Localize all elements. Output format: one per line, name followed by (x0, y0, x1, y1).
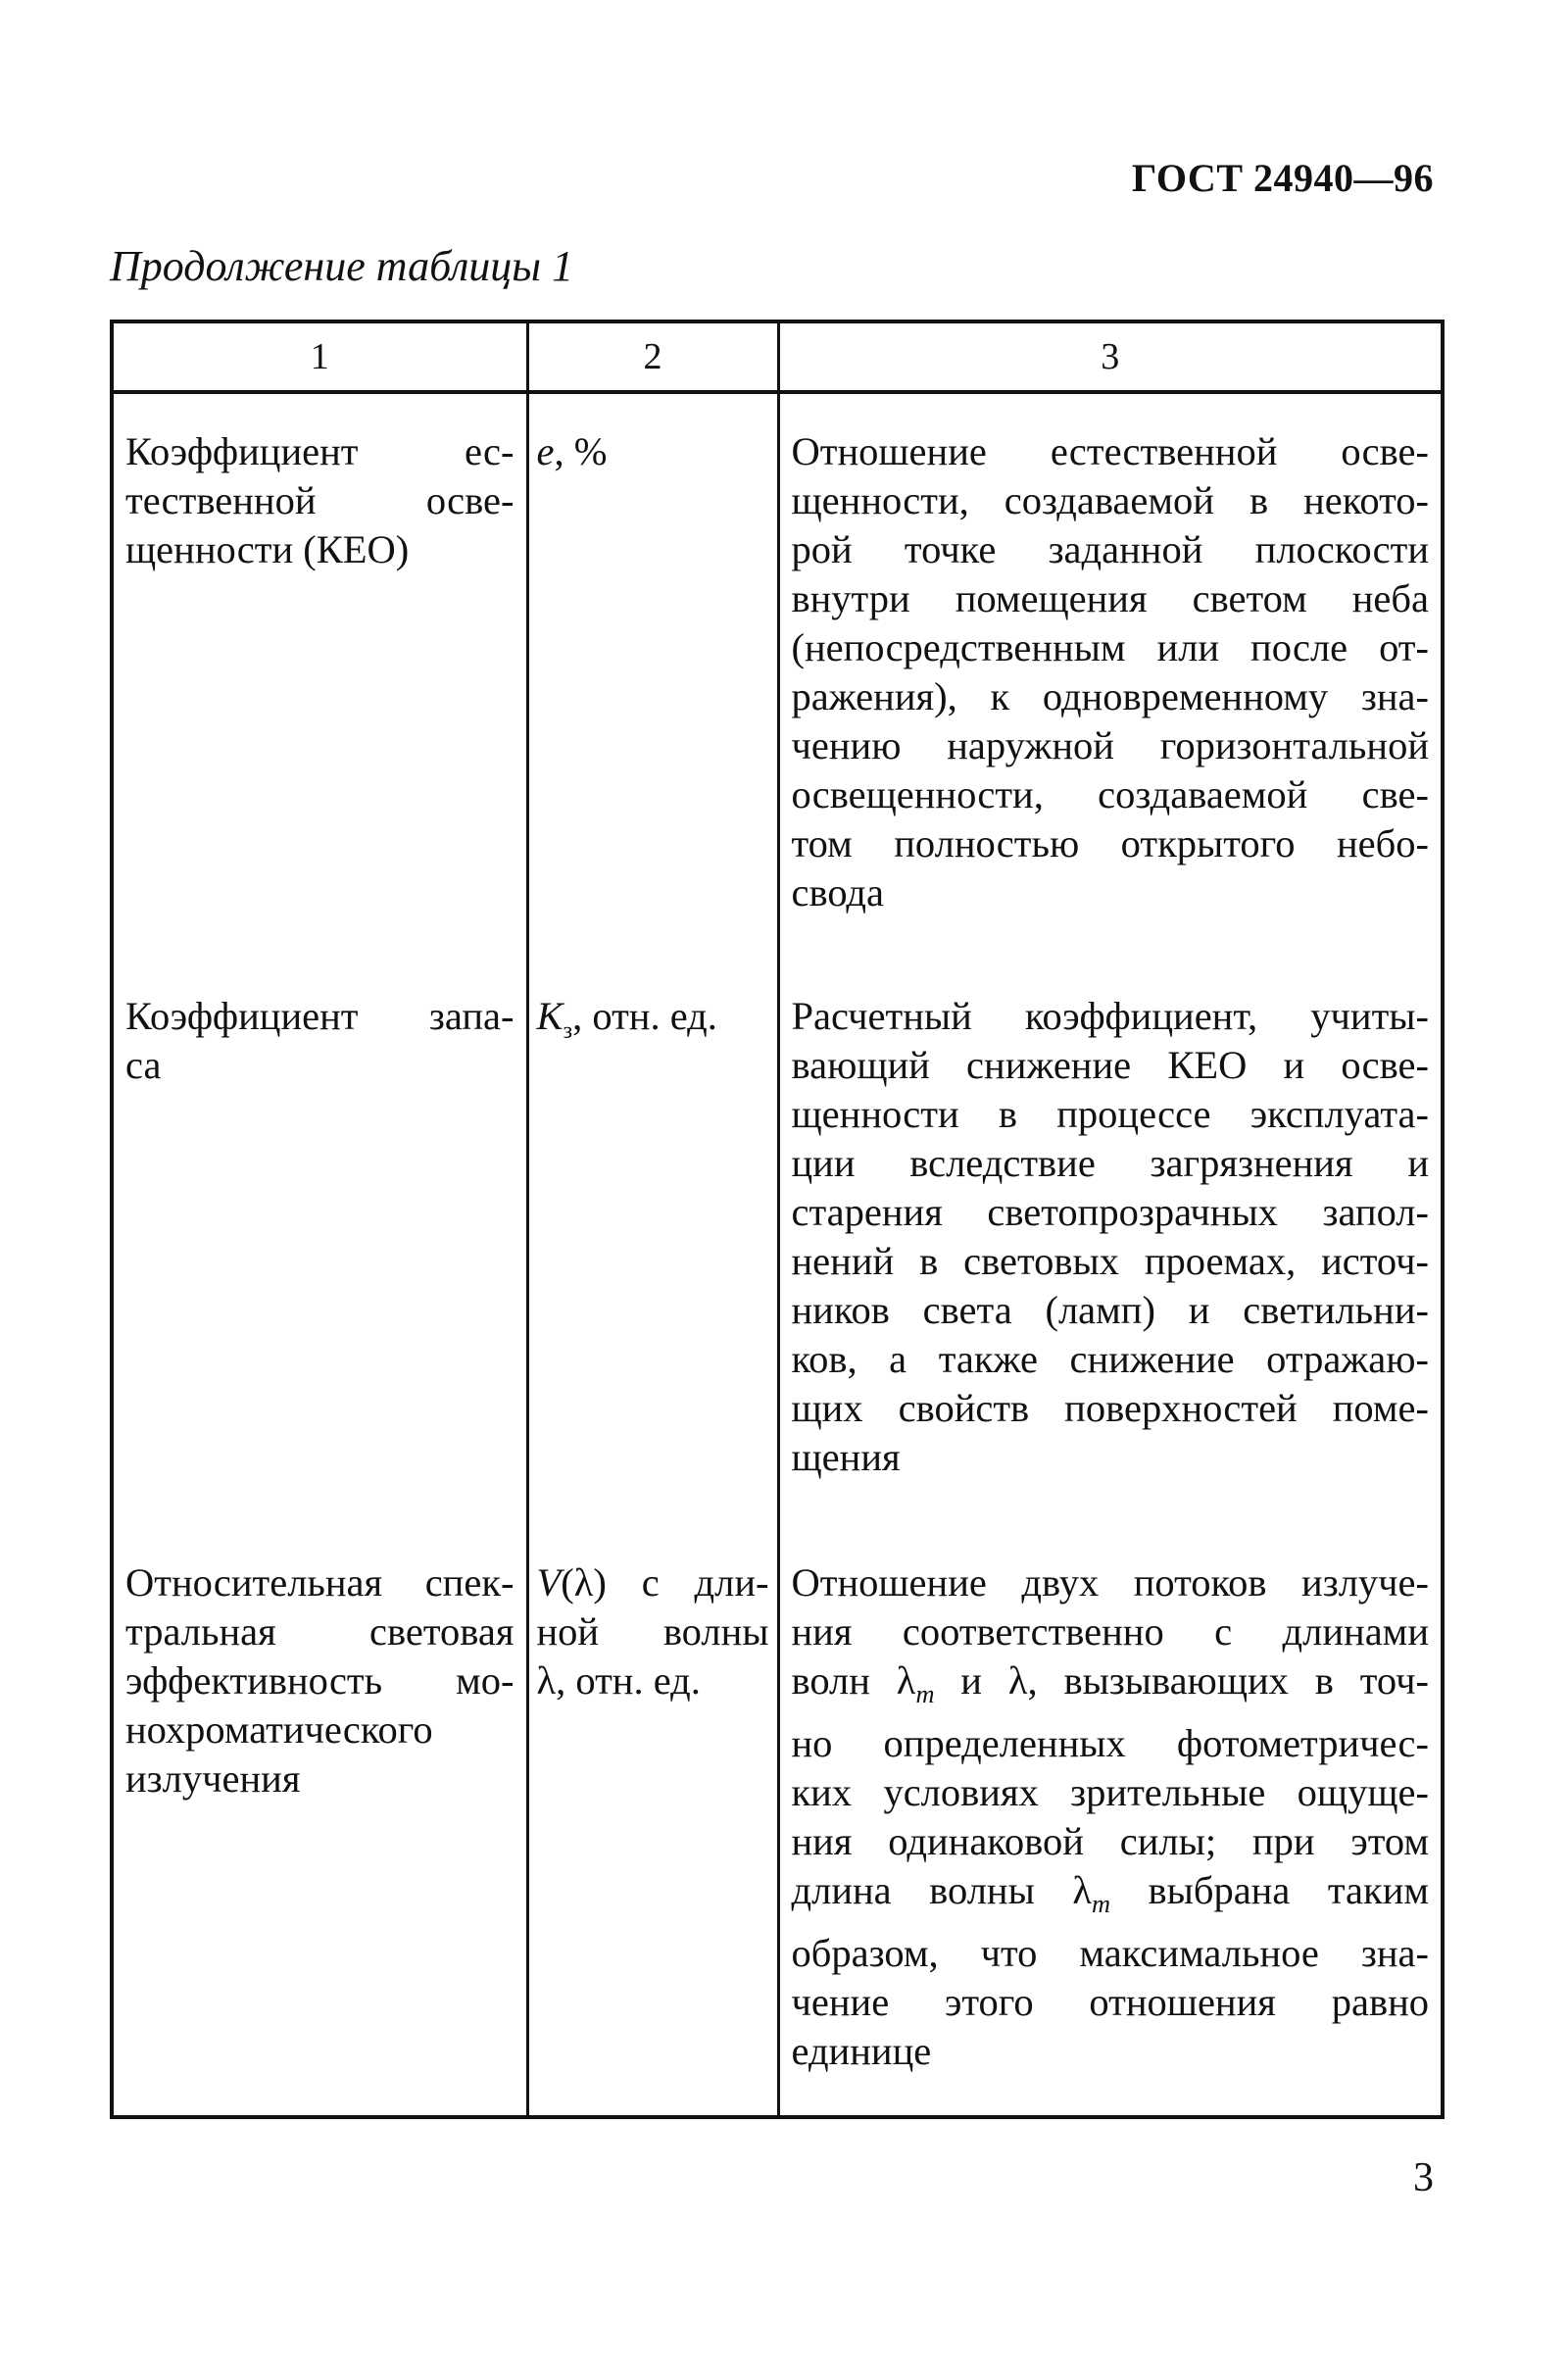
symbol-text: V(λ) с дли- ной волны λ, отн. ед. (536, 1560, 769, 1703)
column-header-3: 3 (778, 321, 1443, 392)
table-row (112, 392, 1443, 963)
table-row (112, 1529, 1443, 2117)
definition-text: Расчетный коэффициент, учиты- вающий снижение КЕО и осве- щенности в процессе эксплуата- ции вследствие загрязнения и старения светопрозрачных запол- нений в световых проемах, источ- ников света (ламп) и светильни- ков, а также снижение отражаю- щих свойств поверхностей поме- щения (791, 994, 1429, 1479)
page-number: 3 (1413, 2155, 1434, 2200)
term-cell (112, 392, 527, 963)
column-header-2: 2 (527, 321, 778, 392)
symbol-text: e, % (536, 429, 608, 473)
symbol-text: $K_з$, отн. ед. (536, 994, 717, 1045)
document-code: ГОСТ 24940—96 (1131, 156, 1434, 200)
definition-text: Отношение двух потоков излуче- ния соответственно с длинами волн $\lambda_m$ и λ, вызывающих в точ- но определенных фотометричес- ких условиях зрительные ощуще- ния одинаковой силы; при этом длина волны $\lambda_m$ выбрана таким образом, что максимальное зна- чение этого отношения равно единице (791, 1560, 1430, 2074)
table-header-row (112, 321, 1443, 392)
term-cell (112, 1529, 527, 2117)
terms-table (110, 320, 1445, 2119)
term-text: Коэффициент ес- тественной осве- щенности (КЕО) (125, 429, 514, 571)
symbol-cell (527, 392, 778, 963)
symbol-cell (527, 1529, 778, 2117)
term-text: Коэффициент запа- са (125, 994, 514, 1087)
table-row (112, 963, 1443, 1529)
definition-cell (778, 1529, 1443, 2117)
definition-cell (778, 963, 1443, 1529)
table-caption: Продолжение таблицы 1 (110, 242, 574, 290)
symbol-cell (527, 963, 778, 1529)
column-header-1: 1 (112, 321, 527, 392)
definition-text: Отношение естественной осве- щенности, создаваемой в некото- рой точке заданной плоскости внутри помещения светом неба (непосредственным или после от- ражения), к одновременному зна- чению наружной горизонтальной освещенности, создаваемой све- том полностью открытого небо- свода (791, 429, 1429, 914)
definition-cell (778, 392, 1443, 963)
term-text: Относительная спек- тральная световая эффективность мо- нохроматического излучения (125, 1560, 514, 1801)
term-cell (112, 963, 527, 1529)
